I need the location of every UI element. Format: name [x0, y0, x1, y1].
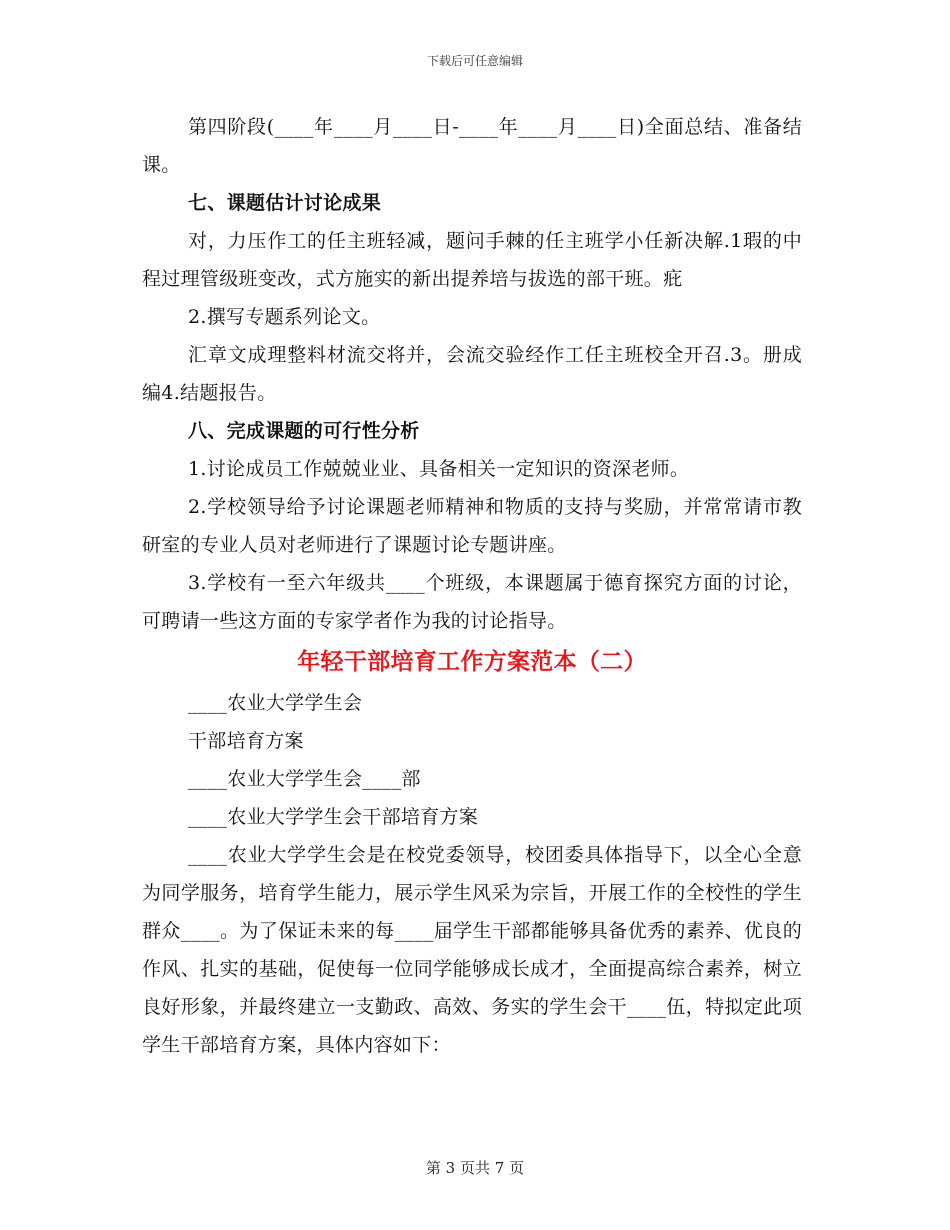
paragraph-feasibility-1: 1.讨论成员工作兢兢业业、具备相关一定知识的资深老师。: [188, 458, 690, 480]
page-footer: 第 3 页共 7 页: [425, 1159, 525, 1177]
section-title: 年轻干部培育工作方案范本（二）: [297, 648, 647, 675]
paragraph-department: ____农业大学学生会____部: [188, 768, 421, 790]
paragraph-plan-full-title: ____农业大学学生会干部培育方案: [188, 806, 479, 828]
page-header: 下载后可任意编辑: [426, 54, 523, 68]
heading-feasibility: 八、完成课题的可行性分析: [188, 420, 420, 442]
document-body: [142, 108, 802, 1064]
paragraph-plan-title: 干部培育方案: [188, 730, 304, 752]
paragraph-result-2: 2.撰写专题系列论文。: [188, 306, 381, 328]
paragraph-feasibility-2: 2.学校领导给予讨论课题老师精神和物质的支持与奖励，并常常请市教研室的专业人员对老师进行了课题讨论专题讲座。: [142, 496, 802, 556]
paragraph-result-1: 对，力压作工的任主班轻减，题问手棘的任主班学小任新决解.1瑕的中程过理管级班变改，式方施实的新出提养培与拔选的部干班。疪: [142, 230, 802, 290]
heading-expected-results: 七、课题估计讨论成果: [188, 192, 382, 214]
paragraph-union-name: ____农业大学学生会: [188, 692, 363, 714]
paragraph-stage-four: 第四阶段(____年____月____日-____年____月____日)全面总结、准备结课。: [142, 116, 802, 176]
paragraph-result-3: 汇章文成理整料材流交将并，会流交验经作工任主班校全开召.3。册成编4.结题报告。: [142, 344, 802, 404]
paragraph-intro: ____农业大学学生会是在校党委领导，校团委具体指导下，以全心全意为同学服务，培育学生能力，展示学生风采为宗旨，开展工作的全校性的学生群众____。为了保证未来的每____届学生干部都能够具备优秀的素养、优良的作风、扎实的基础，促使每一位同学能够成长成才，全面提高综合素养，树立良好形象，并最终建立一支勤政、高效、务实的学生会干____伍，特拟定此项学生干部培育方案，具体内容如下：: [142, 844, 802, 1056]
paragraph-feasibility-3: 3.学校有一至六年级共____个班级，本课题属于德育探究方面的讨论，可聘请一些这方面的专家学者作为我的讨论指导。: [142, 572, 802, 632]
